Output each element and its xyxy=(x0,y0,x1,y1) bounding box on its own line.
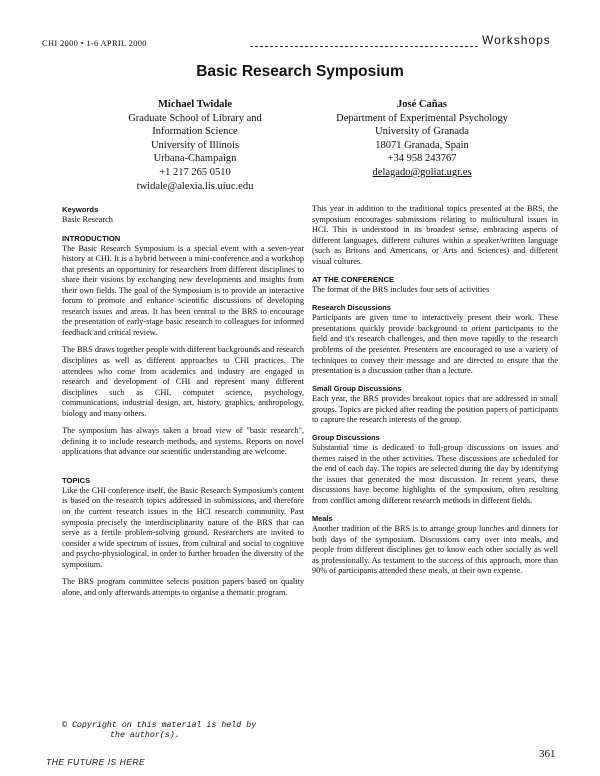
copyright-line: © Copyright on this material is held by xyxy=(62,721,257,730)
subsection-heading: Research Discussions xyxy=(312,302,391,312)
copyright-line: the author(s). xyxy=(110,731,180,740)
left-column xyxy=(62,204,304,605)
paragraph: The BRS draws together people with different backgrounds and research disciplines as well as different approaches to CHI practices. The attendees who come from academics and industry are engaged in research and development of CHI and represent many different disciplines such as CHI, computer science, psychology, communications, industrial design, art, history, graphics, anthropology, biology and many others. xyxy=(62,345,304,418)
author-block-2 xyxy=(302,98,542,180)
author-block-1 xyxy=(95,98,295,193)
author-affiliation-line: 18071 Granada, Spain xyxy=(375,139,469,151)
author-email: twidale@alexia.lis.uiuc.edu xyxy=(136,180,254,192)
paragraph: The BRS program committee selects position papers based on quality alone, and only afterwards attempts to organise a thematic program. xyxy=(62,577,304,597)
author-affiliation-line: Information Science xyxy=(152,126,238,138)
paragraph: Another tradition of the BRS is to arrange group lunches and dinners for both days of the symposium. Discussions carry over into meals, and people from different disciplines get to know each other socially as well as professionally. As testament to the success of this approach, more than 90% of participants attended these meals, at their own expense. xyxy=(312,524,558,576)
author-name: Michael Twidale xyxy=(158,99,232,110)
paragraph: The Basic Research Symposium is a special event with a seven-year history at CHI. It is a hybrid between a mini-conference and a workshop that presents an opportunity for researchers from different disciplines to share their visions by exchanging new developments and insights from their own fields. The goal of the Symposium is to provide an interactive forum to promote and enhance scientific discussions of developing research issues and areas. It has been central to the BRS to encourage the presentation of early-stage basic research to colleagues for informed feedback and critical review. xyxy=(62,243,304,337)
paragraph: Participants are given time to interactively present their work. These presentations quickly provide background to orient participants to the field and it's research challenges, and then move rapidly to the research problems of the presenter. Presenters are encouraged to use a variety of techniques to convey their message and are directed to ensure that the presentation is a discussion rather than a lecture. xyxy=(312,313,558,376)
header-rule xyxy=(250,46,478,47)
running-header-left: CHI 2000 • 1-6 APRIL 2000 xyxy=(42,38,147,48)
author-name: José Cañas xyxy=(397,99,447,110)
paragraph: The symposium has always taken a broad view of "basic research", defining it to include research methods, and systems. Reports on novel applications that advance our scientific understanding are welcome. xyxy=(62,426,304,457)
paper-title: Basic Research Symposium xyxy=(196,63,404,80)
topics-heading: TOPICS xyxy=(62,475,91,485)
author-affiliation-line: University of Granada xyxy=(375,126,469,138)
footer-slogan: THE FUTURE IS HERE xyxy=(46,757,146,767)
paragraph: The format of the BRS includes four sets of activities xyxy=(312,285,490,295)
author-affiliation-line: Department of Experimental Psychology xyxy=(336,112,508,124)
conference-heading: AT THE CONFERENCE xyxy=(312,275,395,285)
author-affiliation-line: University of Illinois xyxy=(150,139,240,151)
keywords-heading: Keywords xyxy=(62,205,99,214)
paragraph: Like the CHI conference itself, the Basic Research Symposium's content is based on the research topics addressed in submissions, and therefore on the current research issues in the HCI research community. Past symposia precisely the interdisciplinarity nature of the BRS that can serve as a fertile problem-solving ground. Researchers are invited to consider a wide spectrum of issues, from cultural and social to cognitive and psycho-physiological, in order to further broaden the diversity of the symposium. xyxy=(62,485,304,569)
copyright-notice xyxy=(62,721,256,741)
running-header-right: Workshops xyxy=(482,33,551,47)
page-number: 361 xyxy=(539,748,556,760)
subsection-heading: Group Discussions xyxy=(312,432,380,442)
right-column xyxy=(312,204,558,584)
keywords-text: Basic Research xyxy=(62,215,113,224)
subsection-heading: Meals xyxy=(312,513,333,523)
paragraph: This year in addition to the traditional topics presented at the BRS, the symposium encourages submissions relating to multicultural issues in HCI. This is understood in its broadest sense, embracing aspects of different languages, different cultures within a speaker/written language (such as Britons and Americans, or Arts and Sciences) and different visual cultures. xyxy=(312,204,558,266)
author-email: delagado@goliat.ugr.es xyxy=(372,166,472,178)
author-affiliation-line: Graduate School of Library and xyxy=(128,112,262,124)
paragraph: Substantial time is dedicated to full-group discussions on issues and themes raised in the other activities. These discussions are scheduled for the end of each day. The topics are selected during the day by identifying the issues that generated the most discussion. In recent years, these discussions have become highlights of the symposium, often resulting from conflict among different research methods in different fields. xyxy=(312,443,558,505)
subsection-heading: Small Group Discussions xyxy=(312,383,402,393)
author-phone: +1 217 265 0510 xyxy=(159,166,231,178)
paragraph: Each year, the BRS provides breakout topics that are addressed in small groups. Topics are picked after reading the position papers of participants to capture the research interests of the group. xyxy=(312,394,558,425)
introduction-heading: INTRODUCTION xyxy=(62,233,121,243)
author-phone: +34 958 243767 xyxy=(387,153,457,165)
author-affiliation-line: Urbana-Champaign xyxy=(153,153,237,165)
